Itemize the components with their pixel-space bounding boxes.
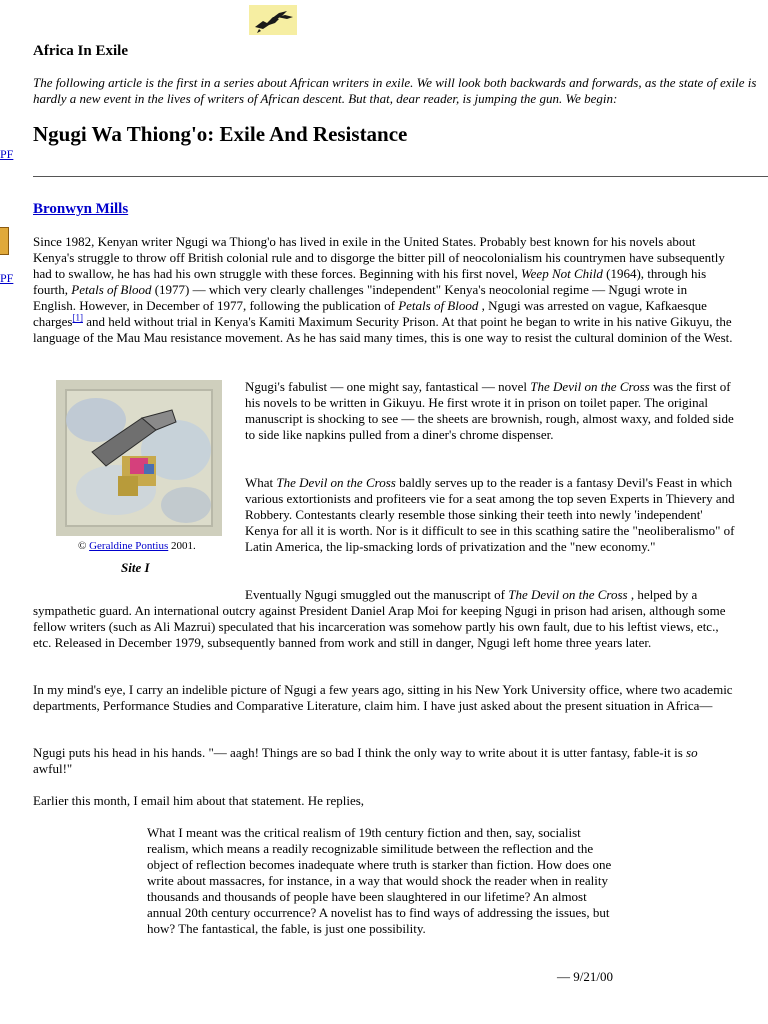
artwork-icon <box>56 380 222 536</box>
sidebar-link-pdf[interactable]: PF <box>0 147 14 161</box>
quote-date: — 9/21/00 <box>557 969 613 984</box>
footnote-link[interactable]: [1] <box>72 312 83 323</box>
paragraph: Eventually Ngugi smuggled out the manuscript of The Devil on the Cross , helped by a sympathetic guard. An international outcry against President Daniel Arap Moi for keeping Ngugi in prison had arisen, although some fellow writers (such as Ali Mazrui) speculated that his incarceration was somehow partly his own fault, due to his leftist views, etc., etc. Released in December 1979, subsequently banned from work and still in danger, Ngugi left home three years later. <box>33 587 726 650</box>
figure-caption: © Geraldine Pontius 2001. <box>78 540 196 552</box>
paragraph: Since 1982, Kenyan writer Ngugi wa Thiong'o has lived in exile in the United States. Probably best known for his novels about Kenya's struggle to throw off British colonial rule and to disgorge the bitter pill of neocolonialism his countrymen have subsequently had to swallow, he has had his own struggle with these forces. Beginning with his first novel, Weep Not Child (1964), through his fourth, Petals of Blood (1977) — which very clearly challenges "independent" Kenya's neocolonial regime — Ngugi wrote in English. However, in December of 1977, following the publication of Petals of Blood , Ngugi was arrested on vague, Kafkaesque charges[1] and held without trial in Kenya's Kamiti Maximum Security Prison. At that point he began to write in his native Gikuyu, the language of the Mau Mau resistance movement. As he has said many times, this is one way to resist the cultural dominion of the West. <box>33 234 733 345</box>
paragraph: Ngugi puts his head in his hands. "— aagh! Things are so bad I think the only way to write about it is utter fantasy, fable-it is so awful!" <box>33 745 698 776</box>
intro-text <box>33 75 768 107</box>
horizontal-divider <box>33 176 768 177</box>
intro-line: The following article is the first in a series about African writers in exile. We will look both backwards and forwards, as the state of exile is <box>33 75 757 90</box>
section-title: Africa In Exile <box>33 43 128 59</box>
logo-image <box>249 5 297 35</box>
artist-link[interactable]: Geraldine Pontius <box>89 540 169 552</box>
figure-label: Site I <box>121 560 150 575</box>
paragraph: Earlier this month, I email him about that statement. He replies, <box>33 793 365 808</box>
sidebar-link-pdf-2[interactable]: PF <box>0 271 14 285</box>
article-title: Ngugi Wa Thiong'o: Exile And Resistance <box>33 122 408 146</box>
sidebar-thumbnail[interactable] <box>0 227 9 255</box>
paragraph: What The Devil on the Cross baldly serves up to the reader is a fantasy Devil's Feast in which various extortionists and profiteers vie for a seat among the top seven Experts in Thievery and Robbery. Contestants clearly resemble those sinking their teeth into newly 'independent' Kenya for all it is worth. Nor is it difficult to see in this scathing satire the "neoliberalismo" of Latin America, the lip-smacking lords of privatization and the "new economy." <box>245 475 735 554</box>
author-link[interactable]: Bronwyn Mills <box>33 201 129 217</box>
paragraph: Ngugi's fabulist — one might say, fantastical — novel The Devil on the Cross was the first of his novels to be written in Gikuyu. He first wrote it in prison on toilet paper. The original manuscript is shocking to see — the sheets are brownish, rough, almost waxy, and folded side to side like napkins pulled from a diner's chrome dispenser. <box>245 379 734 442</box>
flying-birds-icon <box>249 5 297 35</box>
paragraph: In my mind's eye, I carry an indelible picture of Ngugi a few years ago, sitting in his New York University office, where two academic departments, Performance Studies and Comparative Literature, claim him. I have just asked about the present situation in Africa— <box>33 682 733 713</box>
intro-line: hardly a new event in the lives of writers of African descent. But that, dear reader, is jumping the gun. We begin: <box>33 91 618 106</box>
block-quote: What I meant was the critical realism of 19th century fiction and then, say, socialist realism, which means a readily recognizable similitude between the reflection and the object of reflection becomes inadequate where truth is starker than fiction. How does one write about massacres, for instance, in a way that would shock the reader when in reality thousands and thousands of people have been slaughtered in our lifetime? An almost annual 20th century occurrence? A novelist has to find ways of addressing the issues, but how? The fantastical, the fable, is just one possibility. <box>147 825 612 936</box>
artwork-image <box>56 380 222 536</box>
